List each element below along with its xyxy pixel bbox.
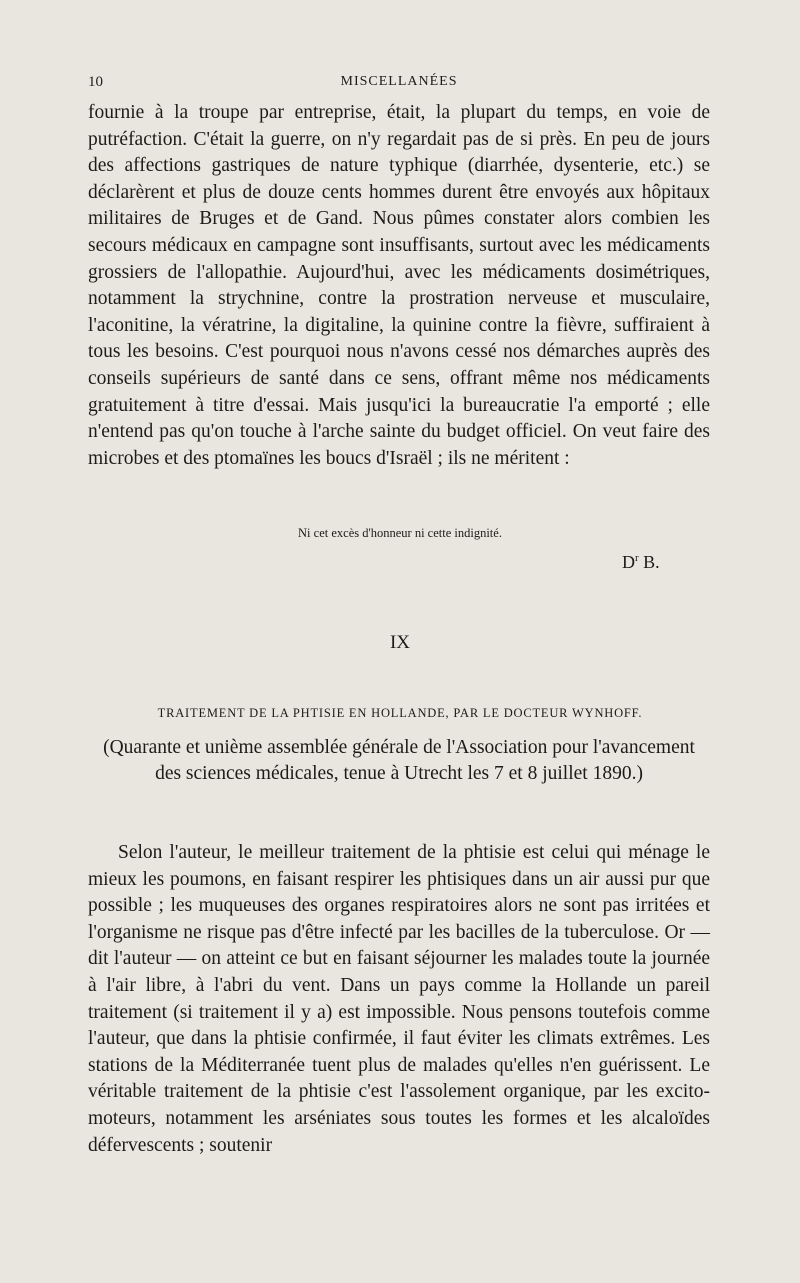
signature-name: B. bbox=[643, 552, 660, 572]
signature-title-superscript: r bbox=[635, 552, 639, 564]
quotation: Ni cet excès d'honneur ni cette indignité. bbox=[298, 526, 502, 540]
section-title: TRAITEMENT DE LA PHTISIE EN HOLLANDE, PAR LE DOCTEUR WYNHOFF. bbox=[157, 706, 643, 720]
running-title: MISCELLANÉES bbox=[340, 74, 458, 89]
section-number: IX bbox=[389, 632, 411, 653]
signature-title: D bbox=[622, 552, 635, 572]
author-signature bbox=[622, 552, 660, 573]
section-subtitle: (Quarante et unième assemblée générale de l'Association pour l'avancement des sciences médicales, tenue à Utrecht les 7 et 8 juillet 1890.) bbox=[103, 737, 695, 784]
body-paragraph-1: fournie à la troupe par entreprise, était, la plupart du temps, en voie de putréfaction. C'était la guerre, on n'y regardait pas de si près. En peu de jours des affections gastriques de nature typhique (diarrhée, dysenterie, etc.) se déclarèrent et plus de douze cents hommes durent être envoyés aux hôpitaux militaires de Bruges et de Gand. Nous pûmes constater alors combien les secours médicaux en campagne sont insuffisants, surtout avec les médicaments grossiers de l'allopathie. Aujourd'hui, avec les médicaments dosimétriques, notamment la strychnine, contre la prostration nerveuse et musculaire, l'aconitine, la vératrine, la digitaline, la quinine contre la fièvre, suffiraient à tous les besoins. C'est pourquoi nous n'avons cessé nos démarches auprès des conseils supérieurs de santé dans ce sens, offrant même nos médicaments gratuitement à titre d'essai. Mais jusqu'ici la bureaucratie l'a emporté ; elle n'entend pas qu'on touche à l'arche sainte du budget officiel. On veut faire des microbes et des ptomaïnes les boucs d'Israël ; ils ne méritent : bbox=[88, 102, 710, 469]
page-number: 10 bbox=[88, 74, 103, 90]
page-header bbox=[88, 74, 710, 96]
body-paragraph-2: Selon l'auteur, le meilleur traitement de la phtisie est celui qui ménage le mieux les poumons, en faisant respirer les phtisiques dans un air aussi pur que possible ; les muqueuses des organes respiratoires alors ne sont pas irritées et l'organisme ne risque pas d'être infecté par les bacilles de la tuberculose. Or — dit l'auteur — on atteint ce but en faisant séjourner les malades toute la journée à l'air libre, à l'abri du vent. Dans un pays comme la Hollande un pareil traitement (si traitement il y a) est impossible. Nous pensons toutefois comme l'auteur, que dans la phtisie confirmée, il faut éviter les climats extrêmes. Les stations de la Méditerranée tuent plus de malades qu'elles n'en guérissent. Le véritable traitement de la phtisie c'est l'assolement organique, par les excito-moteurs, notamment les arséniates sous toutes les formes et les alcaloïdes défervescents ; soutenir bbox=[88, 842, 710, 1156]
